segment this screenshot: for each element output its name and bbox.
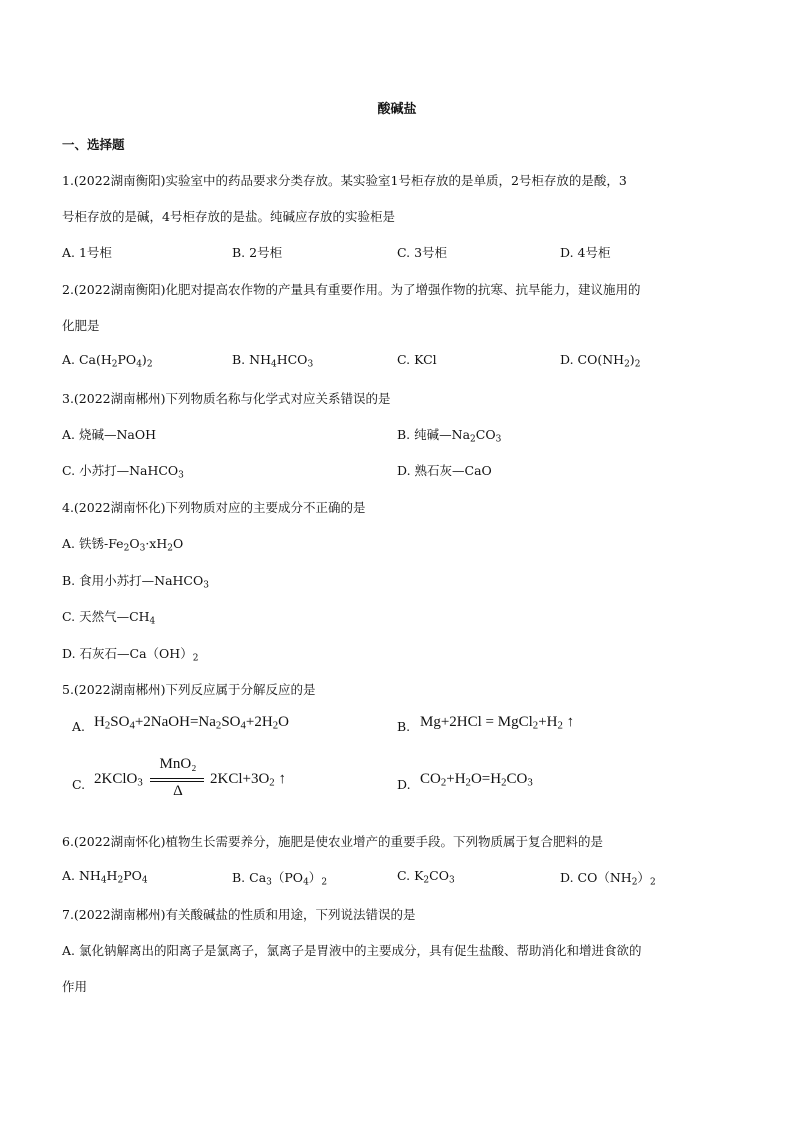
q3-option-c: C. 小苏打—NaHCO$_3$ [62,463,184,481]
q4-stem: 4.(2022湖南怀化)下列物质对应的主要成分不正确的是 [62,500,366,515]
q2-option-a: A. $Ca(H_2PO_4)_2$ [62,352,153,370]
q2-stem-line1: 2.(2022湖南衡阳)化肥对提高农作物的产量具有重要作用。为了增强作物的抗寒、抗旱能力，建议施用的 [62,282,641,297]
q5-option-b-label: B. [397,719,411,734]
q1-stem-line2: 号柜存放的是碱，4号柜存放的是盐。纯碱应存放的实验柜是 [62,209,395,224]
q4-option-c: C. 天然气$—CH_4$ [62,609,156,627]
q1-option-b: B. 2号柜 [232,245,283,260]
q1-option-d: D. 4号柜 [560,245,611,260]
q5-option-d-label: D. [397,777,411,792]
q6-option-a: A. $NH_4H_2PO_4$ [62,868,148,886]
q4-option-b: B. 食用小苏打—NaHCO$_3$ [62,573,209,591]
q5-option-c-label: C. [72,777,86,792]
q3-option-d: D. 熟石灰—CaO [397,463,492,478]
q1-option-a: A. 1号柜 [62,245,112,260]
q4-option-d: D. 石灰石$—Ca(OH)_2$ [62,646,199,664]
q2-option-b: B. $NH_4HCO_3$ [232,352,314,370]
section-heading: 一、选择题 [62,137,125,152]
q5-reaction-condition [148,756,208,800]
q2-stem-line2: 化肥是 [62,318,100,333]
q5-option-c-reactant: 2KClO$_3$ [94,771,143,789]
q7-option-a-line1: A. 氯化钠解离出的阳离子是氯离子，氯离子是胃液中的主要成分，具有促生盐酸、帮助消化和增进食欲的 [62,943,642,958]
q4-option-a: A. 铁锈$-Fe_2O_3\cdot xH_2O$ [62,536,184,554]
q3-option-b: B. 纯碱$—Na_2CO_3$ [397,427,502,445]
q6-stem: 6.(2022湖南怀化)植物生长需要养分，施肥是使农业增产的重要手段。下列物质属于复合肥料的是 [62,834,603,849]
q3-stem: 3.(2022湖南郴州)下列物质名称与化学式对应关系错误的是 [62,391,391,406]
q7-stem: 7.(2022湖南郴州)有关酸碱盐的性质和用途，下列说法错误的是 [62,907,416,922]
q5-option-c-product: $2KCl+3O_2$ ↑ [210,771,286,789]
q5-option-b-equation: $Mg+2HCl = MgCl_2+H_2$ ↑ [420,714,575,732]
q1-option-c: C. 3号柜 [397,245,448,260]
q6-option-d: D. $CO(NH_2)_2$ [560,870,656,888]
q5-option-a-equation: $H_2SO_4+2NaOH=Na_2SO_4+2H_2O$ [94,714,289,732]
q5-option-d-equation: $CO_2+H_2O=H_2CO_3$ [420,771,533,789]
page-title: 酸碱盐 [377,102,417,117]
condition-bar-top [150,778,204,779]
q6-option-b: B. $Ca_3(PO_4)_2$ [232,870,328,888]
heat-symbol: Δ [173,783,183,799]
q2-option-d: D. $CO(NH_2)_2$ [560,352,641,370]
q5-option-a-label: A. [72,719,86,734]
catalyst-label: MnO₂ [159,756,197,772]
condition-bar-bottom [150,781,204,782]
q7-option-a-line2: 作用 [62,979,88,994]
q5-stem: 5.(2022湖南郴州)下列反应属于分解反应的是 [62,682,316,697]
q3-option-a: A. 烧碱—NaOH [62,427,157,442]
q2-option-c: C. KCl [397,352,437,367]
q1-stem-line1: 1.(2022湖南衡阳)实验室中的药品要求分类存放。某实验室1号柜存放的是单质，2号柜存放的是酸，3 [62,173,627,188]
q6-option-c: C. $K_2CO_3$ [397,868,455,886]
